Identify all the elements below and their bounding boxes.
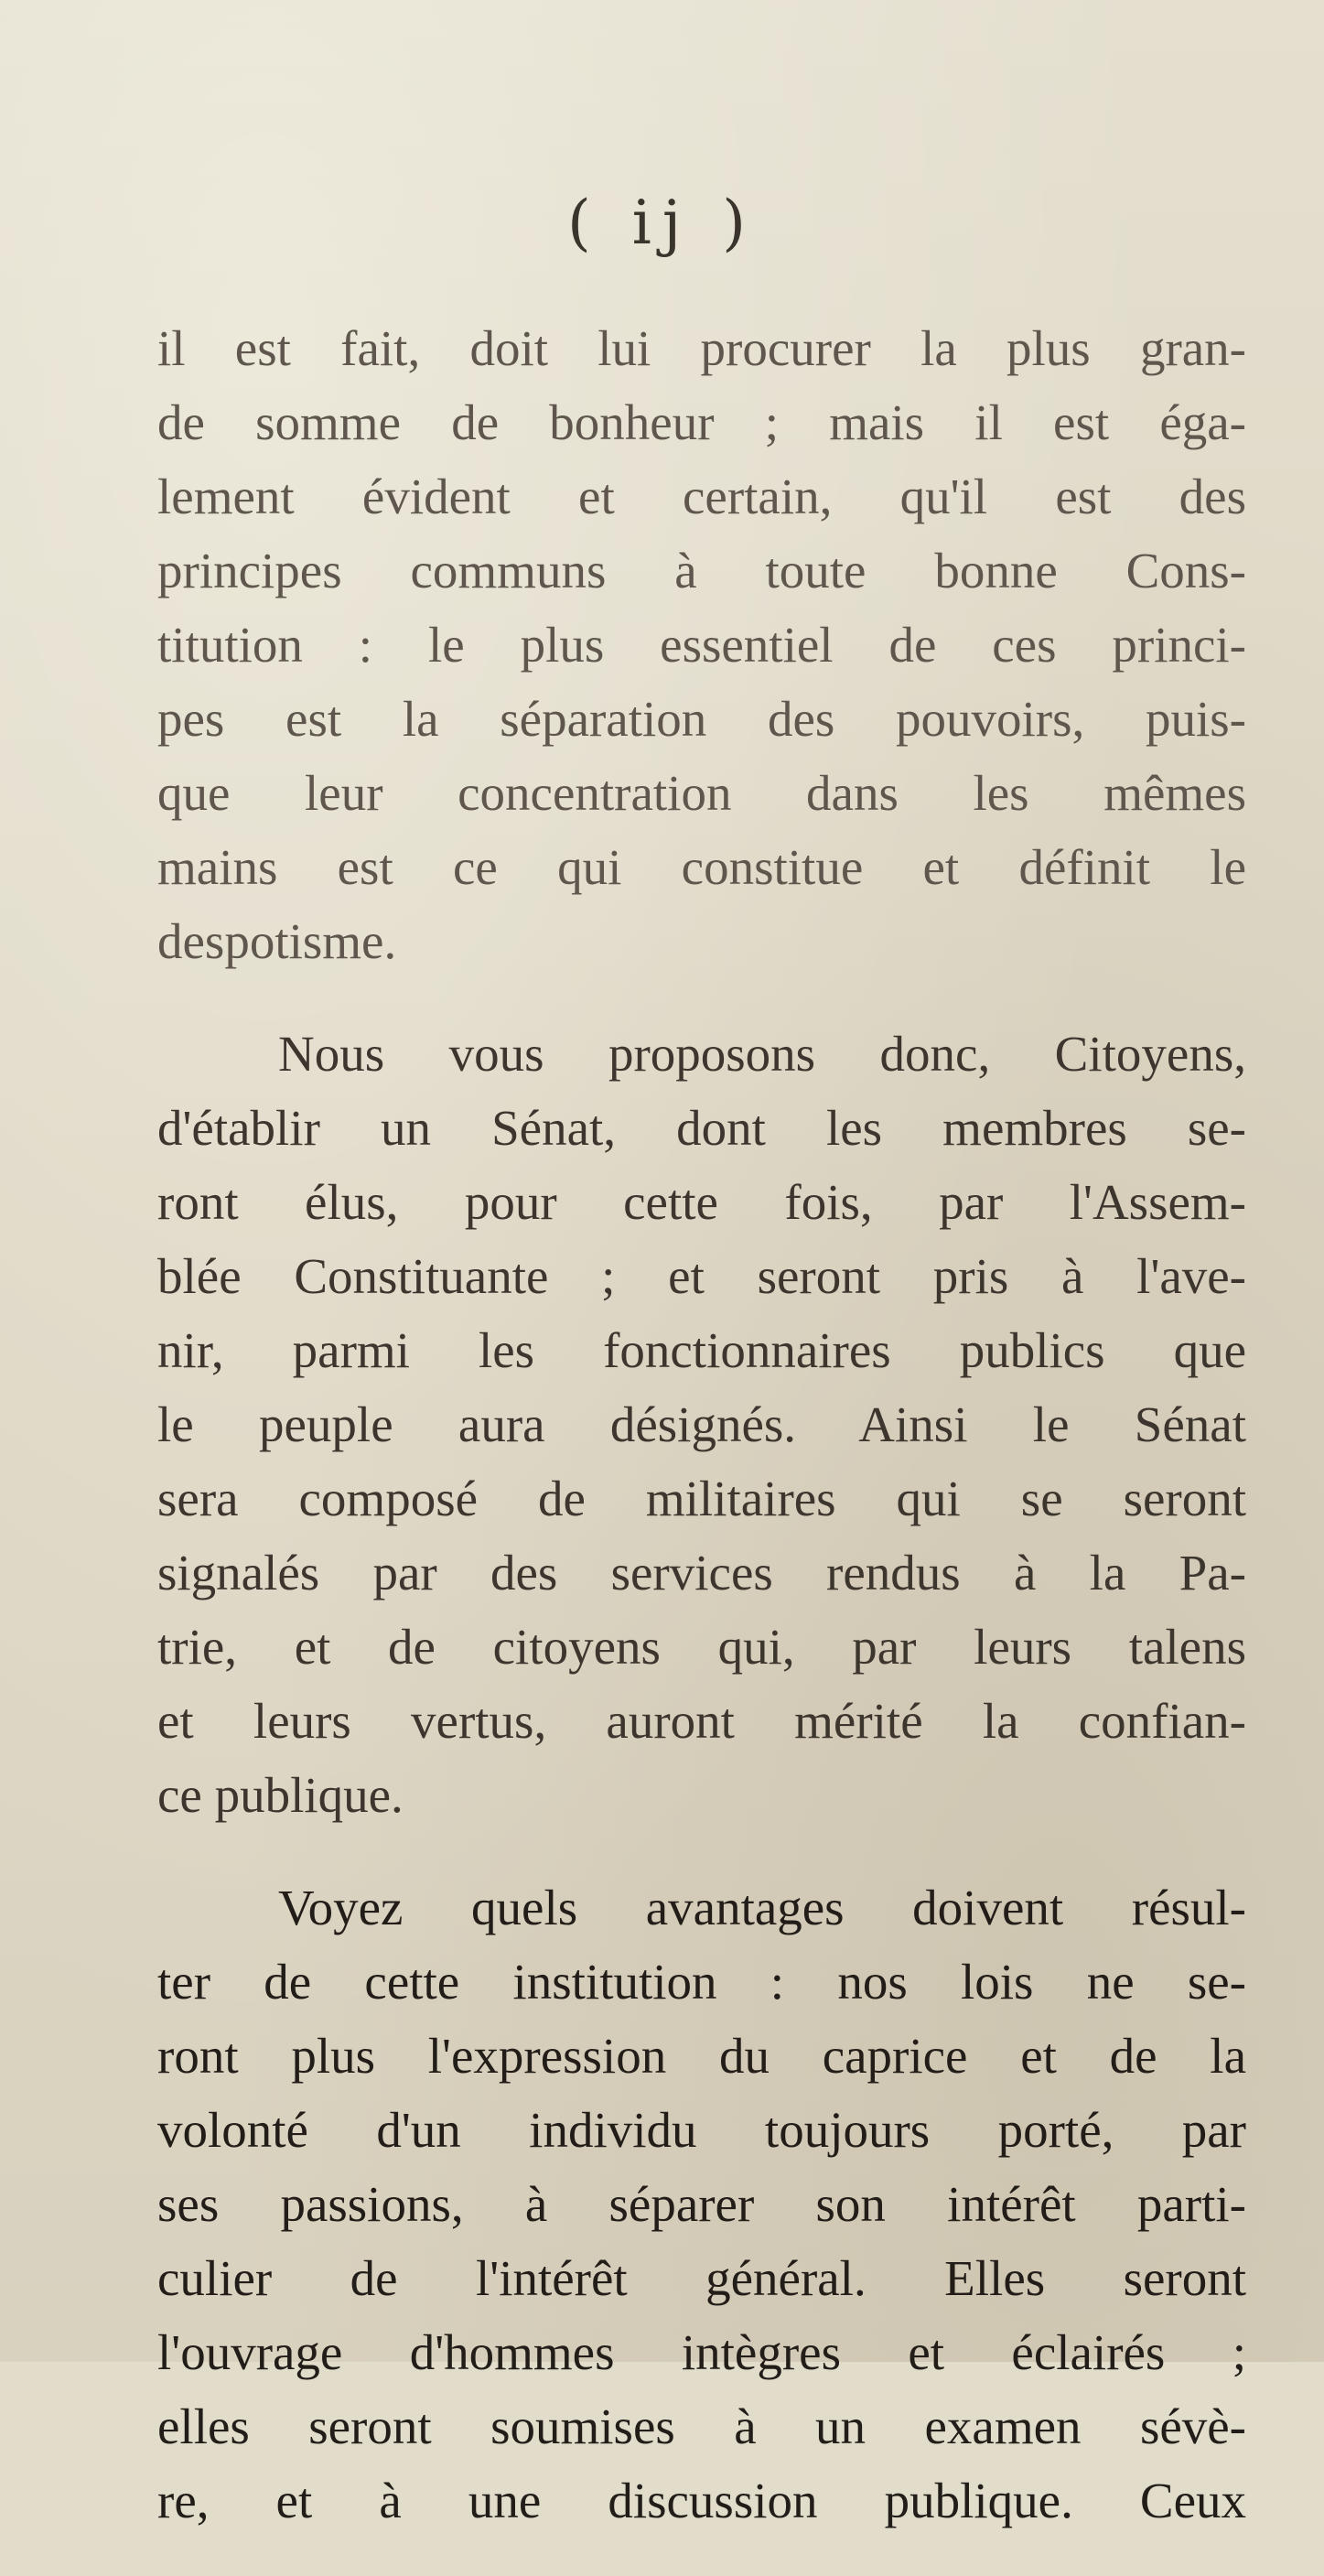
text-line: ter de cette institution : nos lois ne se- <box>157 1954 1246 2010</box>
text-line: culier de l'intérêt général. Elles seront <box>157 2250 1246 2306</box>
text-line: blée Constituante ; et seront pris à l'ave- <box>157 1248 1246 1304</box>
text-line: volonté d'un individu toujours porté, par <box>157 2102 1246 2158</box>
text-line: titution : le plus essentiel de ces princi- <box>157 617 1246 673</box>
text-line: ront élus, pour cette fois, par l'Assem- <box>157 1174 1246 1230</box>
paragraph-3 <box>157 1870 1246 2538</box>
text-line: ront plus l'expression du caprice et de la <box>157 2028 1246 2084</box>
text-line: mains est ce qui constitue et définit le <box>157 839 1246 895</box>
text-line: Voyez quels avantages doivent résul- <box>278 1880 1246 1935</box>
text-line: despotisme. <box>157 913 397 969</box>
text-line: elles seront soumises à un examen sévè- <box>157 2398 1246 2454</box>
paragraph-2 <box>157 1017 1246 1832</box>
text-line: ses passions, à séparer son intérêt parti- <box>157 2176 1246 2232</box>
text-line: que leur concentration dans les mêmes <box>157 765 1246 821</box>
text-line: de somme de bonheur ; mais il est éga- <box>157 394 1246 450</box>
text-line: re, et à une discussion publique. Ceux <box>157 2473 1246 2528</box>
paragraph-1 <box>157 311 1246 978</box>
page-body <box>157 311 1246 2576</box>
text-line: nir, parmi les fonctionnaires publics que <box>157 1322 1246 1378</box>
text-line: il est fait, doit lui procurer la plus gran- <box>157 320 1246 376</box>
page-number: ( ij ) <box>566 188 758 258</box>
text-line: le peuple aura désignés. Ainsi le Sénat <box>157 1396 1246 1452</box>
text-line: l'ouvrage d'hommes intègres et éclairés ; <box>157 2324 1246 2380</box>
text-line: Nous vous proposons donc, Citoyens, <box>278 1026 1246 1082</box>
text-line: signalés par des services rendus à la Pa- <box>157 1545 1246 1601</box>
text-line: sera composé de militaires qui se seront <box>157 1471 1246 1526</box>
text-line: trie, et de citoyens qui, par leurs talens <box>157 1619 1246 1675</box>
text-line: lement évident et certain, qu'il est des <box>157 469 1246 524</box>
text-line: d'établir un Sénat, dont les membres se- <box>157 1100 1246 1156</box>
text-line: pes est la séparation des pouvoirs, puis- <box>157 691 1246 747</box>
text-line: principes communs à toute bonne Cons- <box>157 543 1246 598</box>
text-line: et leurs vertus, auront mérité la confian- <box>157 1693 1246 1749</box>
text-line: ce publique. <box>157 1767 404 1823</box>
